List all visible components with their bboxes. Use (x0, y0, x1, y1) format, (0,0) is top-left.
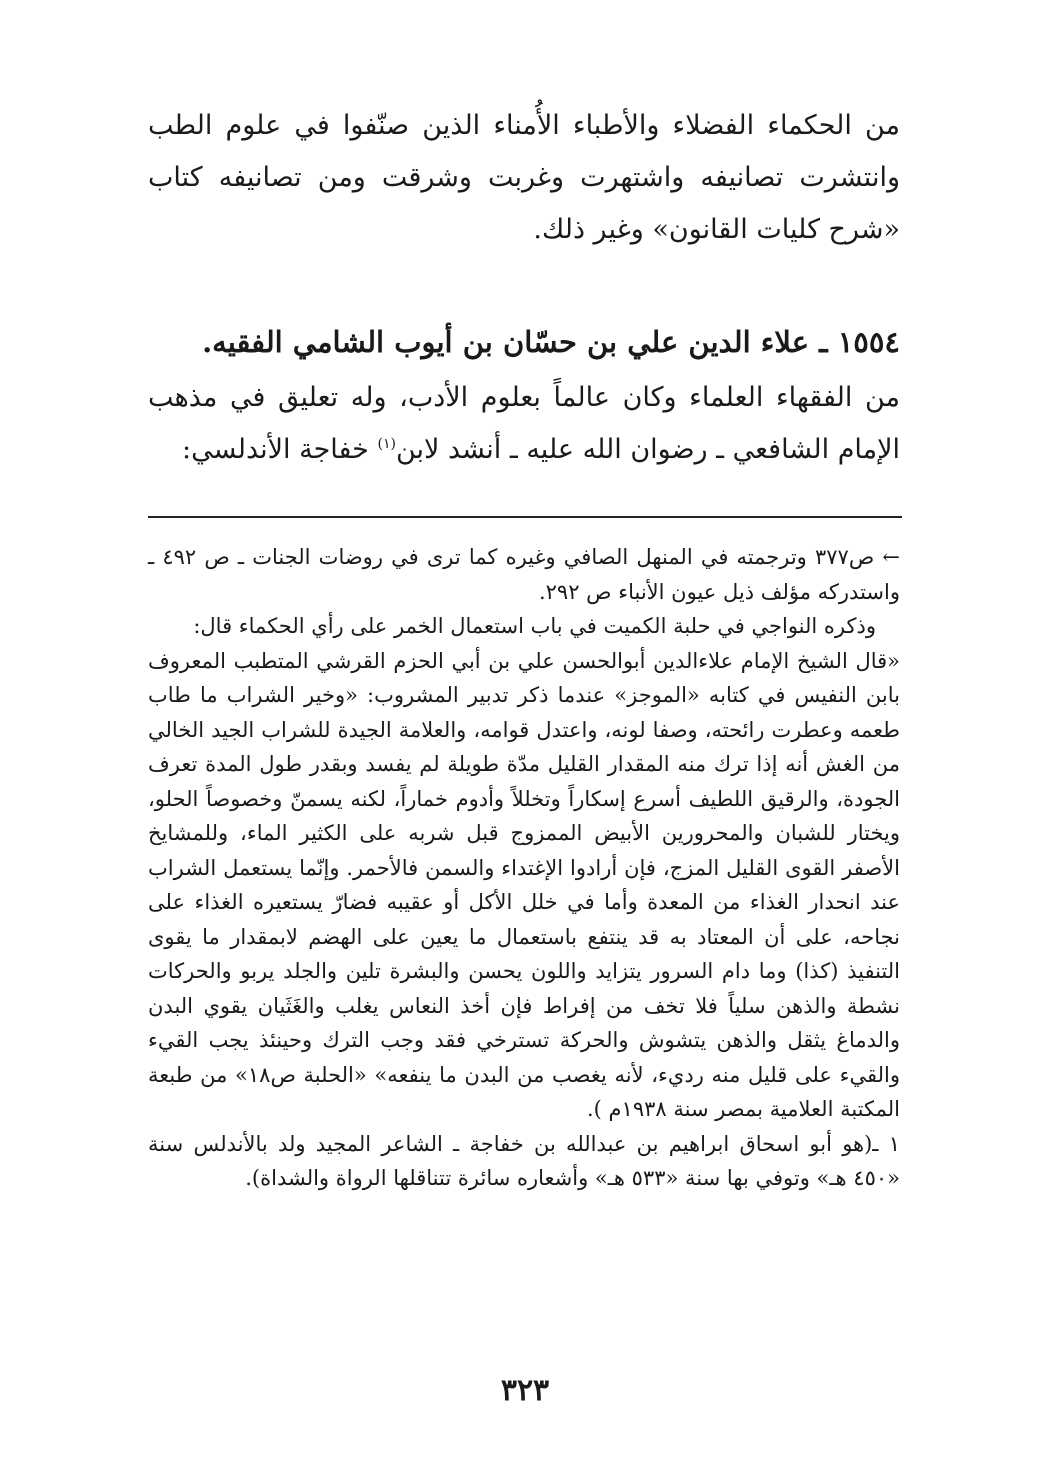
entry-body-text-start: من الفقهاء العلماء وكان عالماً بعلوم الأدب، وله تعليق في مذهب الإمام الشافعي ـ رضوان الله عليه ـ أنشد لابن (148, 382, 900, 465)
entry-body (148, 372, 900, 476)
footnote-halbat-intro: وذكره النواجي في حلبة الكميت في باب استعمال الخمر على رأي الحكماء قال: (193, 614, 876, 638)
main-text-block (148, 100, 900, 256)
footnotes-block (148, 540, 900, 1196)
footnote-ref-marker[interactable]: (١) (377, 436, 396, 452)
footnote-quote: «قال الشيخ الإمام علاءالدين أبوالحسن علي بن أبي الحزم القرشي المتطبب المعروف بابن النفيس في كتابه «الموجز» عندما ذكر تدبير المشروب: «وخير الشراب ما طاب طعمه وعطرت رائحته، وصفا لونه، واعتدل قوامه، والعلامة الجيدة للشراب الجيد الخالي من الغش أنه إذا ترك منه المقدار القليل مدّة طويلة لم يفسد وبقدر طول المدة تعرف الجودة، والرقيق اللطيف أسرع إسكاراً وتخللاً وأدوم خماراً، لكنه يسمنّ وخصوصاً الحلو، ويختار للشبان والمحرورين الأبيض الممزوج قبل شربه على الكثير الماء، وللمشايخ الأصفر القوى القليل المزج، فإن أرادوا الإغتداء والسمن فالأحمر. وإنّما يستعمل الشراب عند انحدار الغذاء من المعدة وأما في خلل الأكل أو عقيبه فضارّ يستعيره الغذاء على نجاحه، على أن المعتاد به قد ينتفع باستعمال ما يعين على الهضم لابمقدار ما يقوى التنفيذ (كذا) وما دام السرور يتزايد واللون يحسن والبشرة تلين والجلد يربو والحركات نشطة والذهن سلياً فلا تخف من إفراط فإن أخذ النعاس يغلب والغَثَيان يقوي البدن والدماغ يثقل والذهن يتشوش والحركة تسترخي فقد وجب الترك وحينئذ يجب القيء والقيء على قليل منه رديء، لأنه يغصب من البدن ما ينفعه» «الحلبة ص١٨» من طبعة المكتبة العلامية بمصر سنة ١٩٣٨م ). (148, 648, 901, 1121)
footnote-continuation: ← ص٣٧٧ وترجمته في المنهل الصافي وغيره كما ترى في روضات الجنات ـ ص ٤٩٢ ـ واستدركه مؤلف ذيل عيون الأنباء ص ٢٩٢. (148, 545, 900, 604)
footnote-one: ١ ـ(هو أبو اسحاق ابراهيم بن عبدالله بن خفاجة ـ الشاعر المجيد ولد بالأندلس سنة «٤٥٠ هـ» وتوفي بها سنة «٥٣٣ هـ» وأشعاره سائرة تتناقلها الرواة والشداة). (148, 1131, 900, 1190)
intro-paragraph: من الحكماء الفضلاء والأطباء الأُمناء الذين صنّفوا في علوم الطب وانتشرت تصانيفه واشتهرت وغربت وشرقت ومن تصانيفه كتاب «شرح كليات القانون» وغير ذلك. (148, 110, 900, 245)
footnote-divider (148, 516, 902, 518)
page-number: ٣٢٣ (500, 1373, 550, 1408)
entry-body-text-end: خفاجة الأندلسي: (182, 434, 378, 465)
entry-heading: ١٥٥٤ ـ علاء الدين علي بن حسّان بن أيوب الشامي الفقيه. (202, 325, 900, 359)
